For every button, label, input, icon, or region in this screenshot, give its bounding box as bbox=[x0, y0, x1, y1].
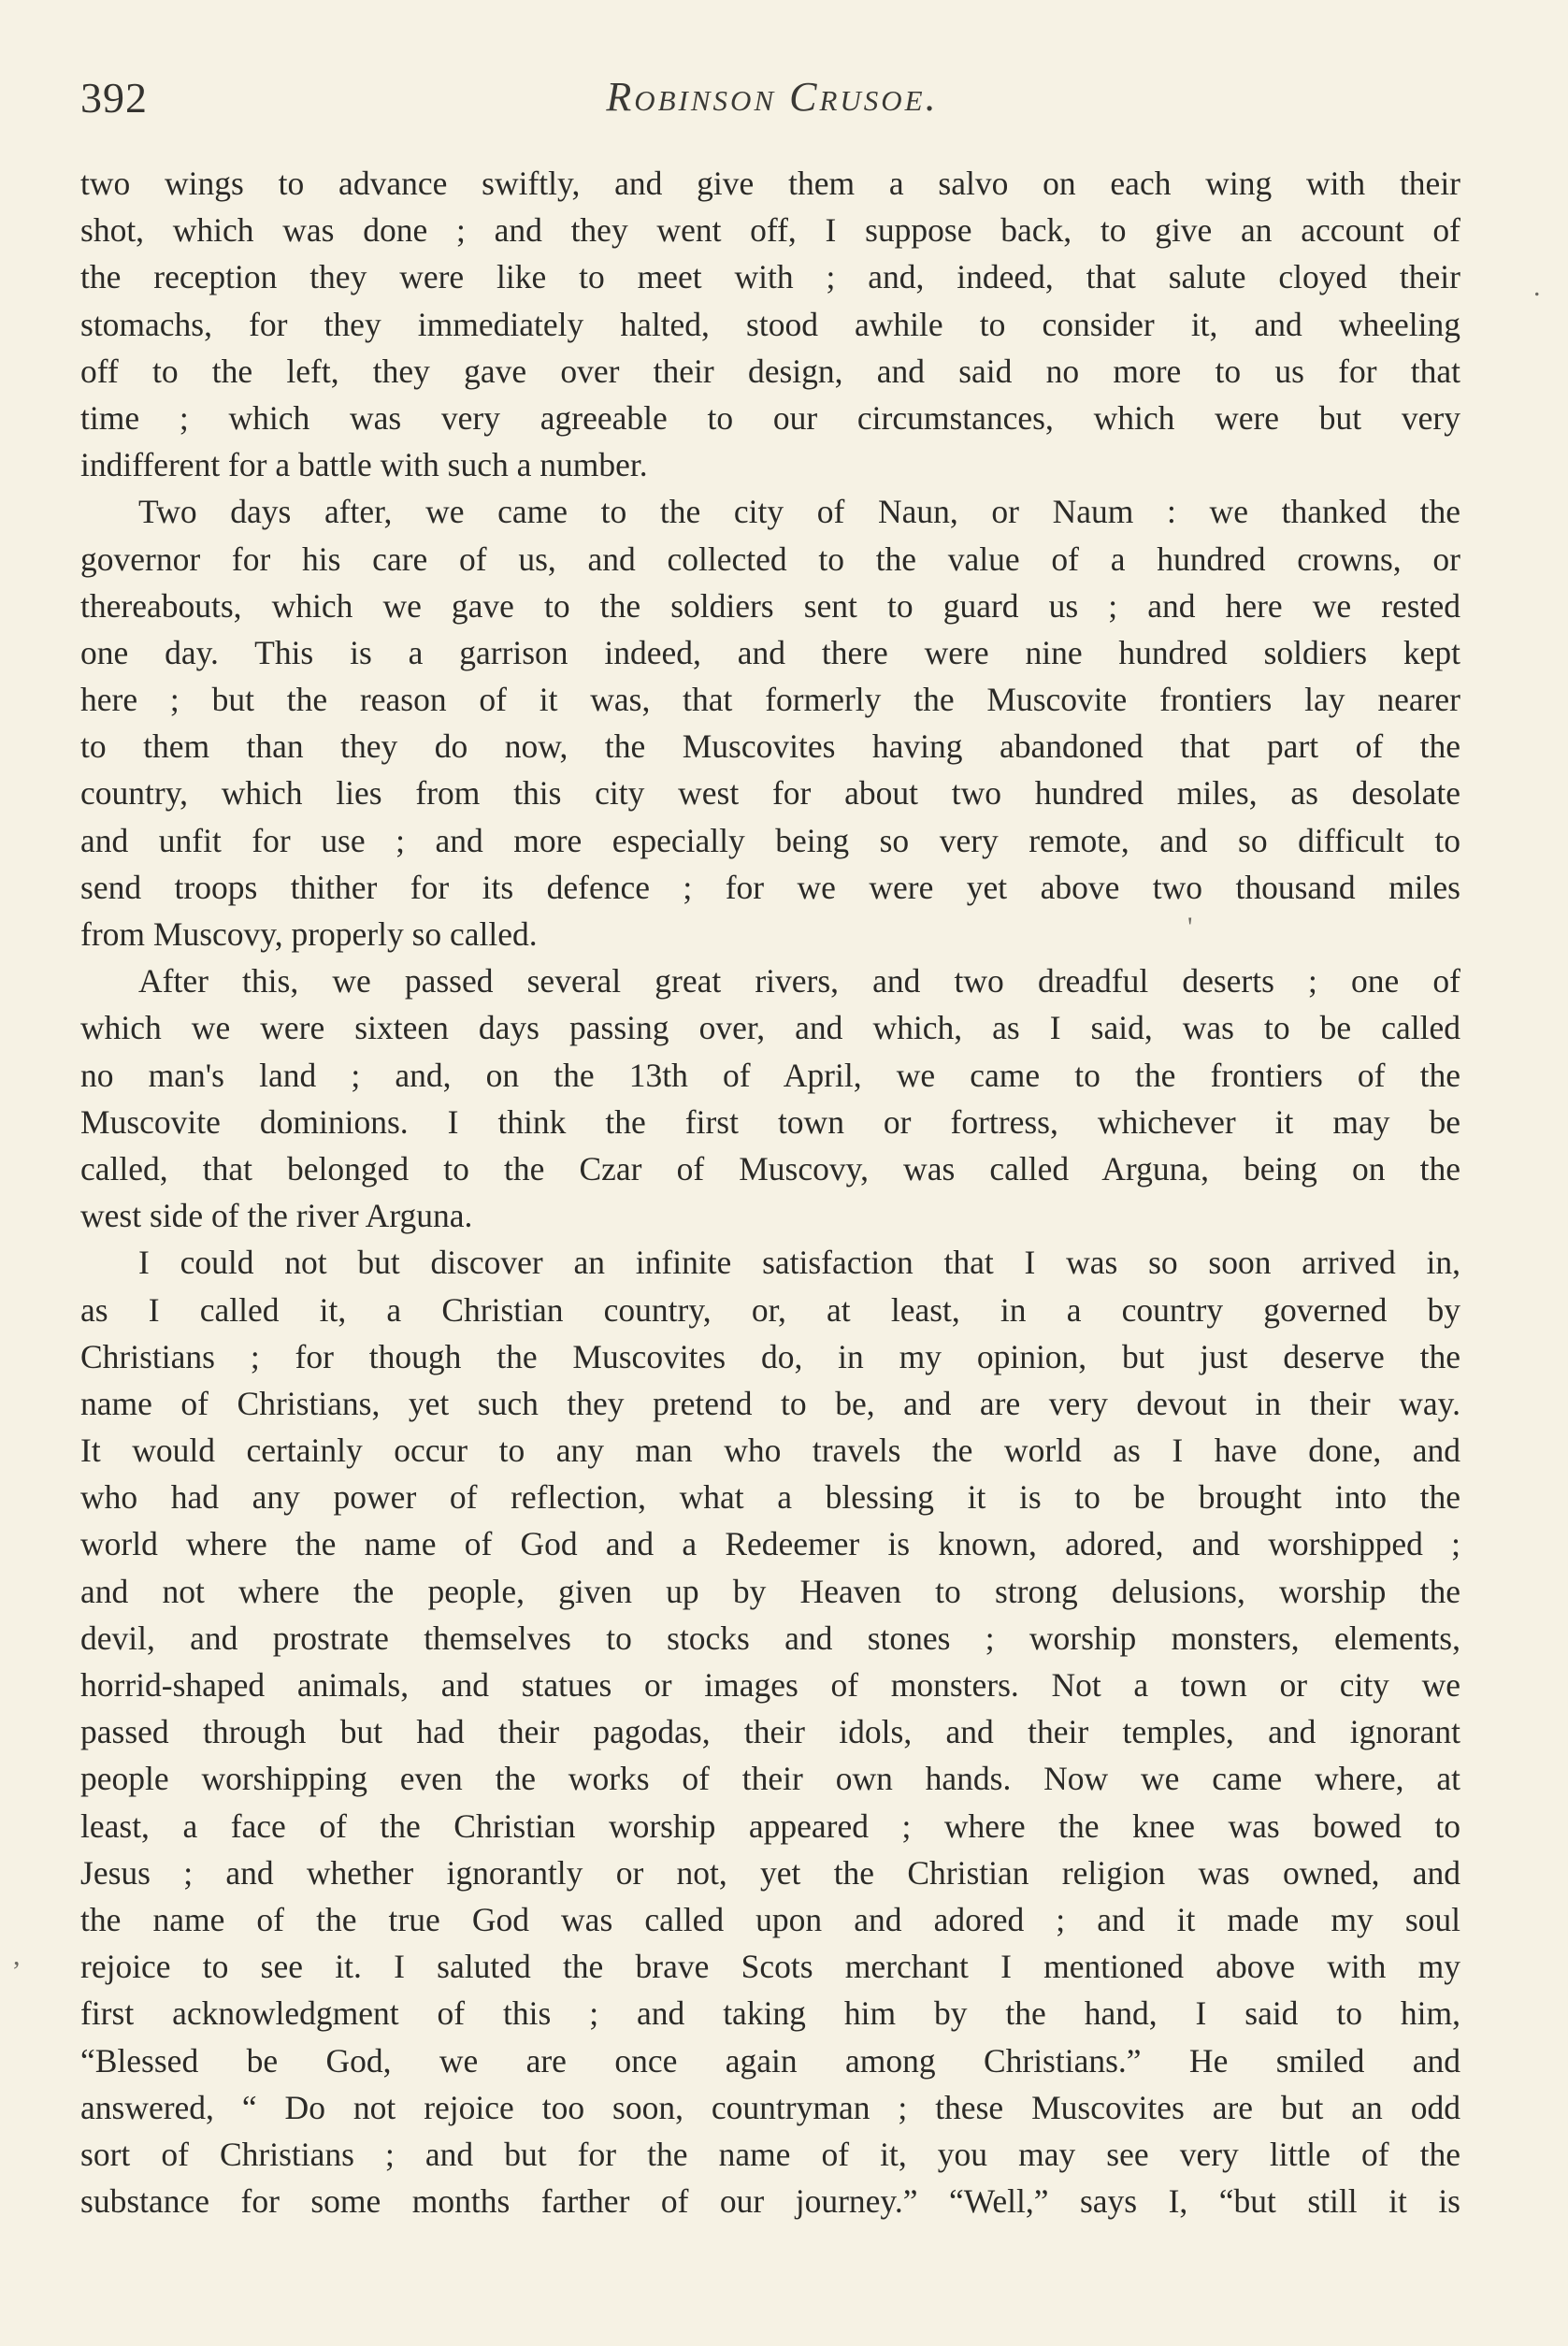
running-title: Robinson Crusoe. bbox=[606, 74, 939, 120]
text-line: Christians ; for though the Muscovites do, in my opinion, but just deserve the bbox=[80, 1337, 1460, 1375]
text-line: sort of Christians ; and but for the name of it, you may see very little of the bbox=[80, 2135, 1460, 2173]
text-line: After this, we passed several great rivers, and two dreadful deserts ; one of bbox=[138, 962, 1460, 1000]
text-line: world where the name of God and a Redeemer is known, adored, and worshipped ; bbox=[80, 1525, 1460, 1563]
text-line: answered, “ Do not rejoice too soon, countryman ; these Muscovites are but an odd bbox=[80, 2088, 1460, 2126]
text-line: west side of the river Arguna. bbox=[80, 1197, 473, 1235]
text-line: I could not but discover an infinite satisfaction that I was so soon arrived in, bbox=[138, 1244, 1460, 1282]
text-line: and not where the people, given up by Heaven to strong delusions, worship the bbox=[80, 1572, 1460, 1610]
text-line: name of Christians, yet such they pretend to be, and are very devout in their way. bbox=[80, 1384, 1460, 1422]
text-line: from Muscovy, properly so called. bbox=[80, 915, 538, 953]
text-line: called, that belonged to the Czar of Muscovy, was called Arguna, being on the bbox=[80, 1149, 1460, 1187]
text-line: one day. This is a garrison indeed, and there were nine hundred soldiers kept bbox=[80, 633, 1460, 671]
text-line: passed through but had their pagodas, their idols, and their temples, and ignorant bbox=[80, 1713, 1460, 1751]
text-line: devil, and prostrate themselves to stocks and stones ; worship monsters, elements, bbox=[80, 1619, 1460, 1657]
text-line: least, a face of the Christian worship appeared ; where the knee was bowed to bbox=[80, 1806, 1460, 1845]
text-line: thereabouts, which we gave to the soldiers sent to guard us ; and here we rested bbox=[80, 586, 1460, 625]
text-line: governor for his care of us, and collected to the value of a hundred crowns, or bbox=[80, 540, 1460, 578]
text-line: as I called it, a Christian country, or, at least, in a country governed by bbox=[80, 1290, 1460, 1329]
body-text bbox=[80, 160, 1460, 2224]
text-line: and unfit for use ; and more especially being so very remote, and so difficult to bbox=[80, 821, 1460, 859]
text-line: rejoice to see it. I saluted the brave Scots merchant I mentioned above with my bbox=[80, 1948, 1460, 1986]
text-line: send troops thither for its defence ; for we were yet above two thousand miles bbox=[80, 868, 1460, 906]
text-line: two wings to advance swiftly, and give them a salvo on each wing with their bbox=[80, 165, 1460, 202]
text-line: It would certainly occur to any man who travels the world as I have done, and bbox=[80, 1432, 1460, 1470]
margin-speck: , bbox=[13, 1940, 21, 1971]
text-line: the name of the true God was called upon and adored ; and it made my soul bbox=[80, 1900, 1460, 1938]
running-head bbox=[80, 67, 1464, 133]
text-line: which we were sixteen days passing over, and which, as I said, was to be called bbox=[80, 1009, 1460, 1047]
text-line: people worshipping even the works of their own hands. Now we came where, at bbox=[80, 1760, 1460, 1798]
text-line: time ; which was very agreeable to our circumstances, which were but very bbox=[80, 398, 1460, 437]
text-line: who had any power of reflection, what a blessing it is to be brought into the bbox=[80, 1478, 1460, 1517]
text-line: first acknowledgment of this ; and taking him by the hand, I said to him, bbox=[80, 1994, 1460, 2033]
text-line: Muscovite dominions. I think the first town or fortress, whichever it may be bbox=[80, 1102, 1460, 1141]
text-line: country, which lies from this city west for about two hundred miles, as desolate bbox=[80, 774, 1460, 813]
margin-speck: . bbox=[1533, 271, 1541, 302]
text-line: substance for some months farther of our journey.” “Well,” says I, “but still it is bbox=[80, 2182, 1460, 2221]
text-line: “Blessed be God, we are once again among Christians.” He smiled and bbox=[80, 2041, 1460, 2080]
text-line: shot, which was done ; and they went off, I suppose back, to give an account of bbox=[80, 211, 1460, 250]
text-line: indifferent for a battle with such a number. bbox=[80, 446, 648, 484]
page-number: 392 bbox=[80, 74, 148, 122]
text-line: the reception they were like to meet with ; and, indeed, that salute cloyed their bbox=[80, 258, 1460, 296]
text-line: Jesus ; and whether ignorantly or not, yet the Christian religion was owned, and bbox=[80, 1853, 1460, 1892]
text-line: no man's land ; and, on the 13th of April, we came to the frontiers of the bbox=[80, 1056, 1460, 1094]
text-line: Two days after, we came to the city of Naun, or Naum : we thanked the bbox=[138, 493, 1460, 531]
text-line: to them than they do now, the Muscovites having abandoned that part of the bbox=[80, 727, 1460, 766]
text-line: horrid-shaped animals, and statues or images of monsters. Not a town or city we bbox=[80, 1666, 1460, 1704]
text-line: stomachs, for they immediately halted, stood awhile to consider it, and wheeling bbox=[80, 305, 1460, 343]
text-line: here ; but the reason of it was, that formerly the Muscovite frontiers lay nearer bbox=[80, 681, 1460, 719]
margin-speck: ' bbox=[1187, 912, 1193, 943]
text-line: off to the left, they gave over their design, and said no more to us for that bbox=[80, 352, 1460, 390]
